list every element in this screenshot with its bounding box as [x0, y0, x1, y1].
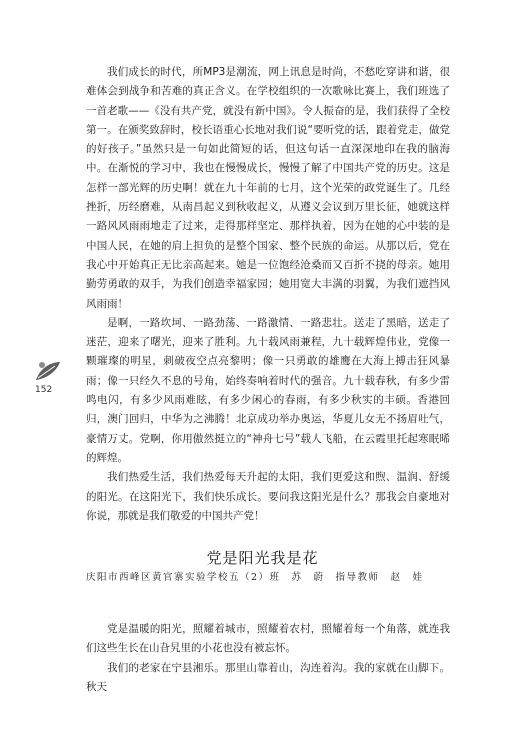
- paragraph: 是啊，一路坎坷、一路劲荡、一路激情、一路悲壮。送走了黑暗，送走了迷茫，迎来了曙光，迎来了胜利。九十载风雨兼程，九十载辉煌伟业，党像一颗璀璨的明星，刺破夜空点亮黎明；像一只勇敢的雄鹰在大海上搏击狂风暴雨；像一只经久不息的号角，始终奏响着时代的强音。九十载春秋，有多少雷鸣电闪，有多少风雨难眩，有多少闲心的春雨，有多少秋实的丰硕。香港回归，澳门回归，中华为之沸腾！北京成功举办奥运，华夏儿女无不扬眉吐气，豪情万丈。党啊，你用傲然挺立的“神舟七号”载人飞船，在云霞里托起寒眠晞的辉煌。: [86, 316, 450, 464]
- paragraph: 党是温暖的阳光，照耀着城市，照耀着农村，照耀着每一个角落，就连我们这些生长在山旮旯里的小花也没有被忘怀。: [86, 623, 450, 655]
- leaf-ornament-icon: [33, 356, 63, 386]
- paragraph: 我们成长的时代，所MP3是潮流，网上讯息是时尚，不愁吃穿讲和谐，很难体会到战争和苦难的真正含义。在学校组织的一次歌咏比赛上，我们班选了一首老歌——《没有共产党，就没有新中国》。令人振奋的是，我们获得了全校第一。在颁奖致辞时，校长语重心长地对我们说“要听党的话，跟着党走，做党的好孩子。”虽然只是一句如此简短的话，但这句话一直深深地印在我的脑海中。在渐悦的学习中，我也在慢慢成长，慢慢了解了中国共产党的历史。这是怎样一部光辉的历史啊！就在九十年前的七月，这个光荣的政党诞生了。几经挫折，历经磨难，从南昌起义到秋收起义，从遵义会议到万里长征，她就这样一路风风雨雨地走了过来，走得那样坚定、那样执着，因为在她的心中装的是中国人民，在她的肩上担负的是整个国家、整个民族的命运。从那以后，党在我心中开始真正无比亲高起来。她是一位饱经沧桑而又百折不挠的母亲。她用勤劳勇敢的双手，为我们创造幸福家园；她用宽大丰满的羽翼，为我们遮挡风风雨雨！: [86, 66, 450, 310]
- article-2-body: [86, 620, 450, 697]
- page-number: 152: [35, 385, 53, 395]
- author-byline: 庆阳市西峰区黄官寨实验学校五（2）班 苏 蔚 指导教师 赵 娃: [86, 572, 424, 583]
- article-1-body: [86, 63, 450, 526]
- article-title: 党是阳光我是花: [206, 549, 319, 568]
- paragraph: 我们的老家在宁县湘乐。那里山靠着山，沟连着沟。我的家就在山脚下。秋天: [86, 661, 450, 693]
- paragraph: 我们热爱生活，我们热爱每天升起的太阳，我们更爱这和煦、温润、舒缓的阳光。在这阳光下，我们快乐成长。要问我这阳光是什么？那我会自豪地对你说，那就是我们敬爱的中国共产党！: [86, 471, 450, 522]
